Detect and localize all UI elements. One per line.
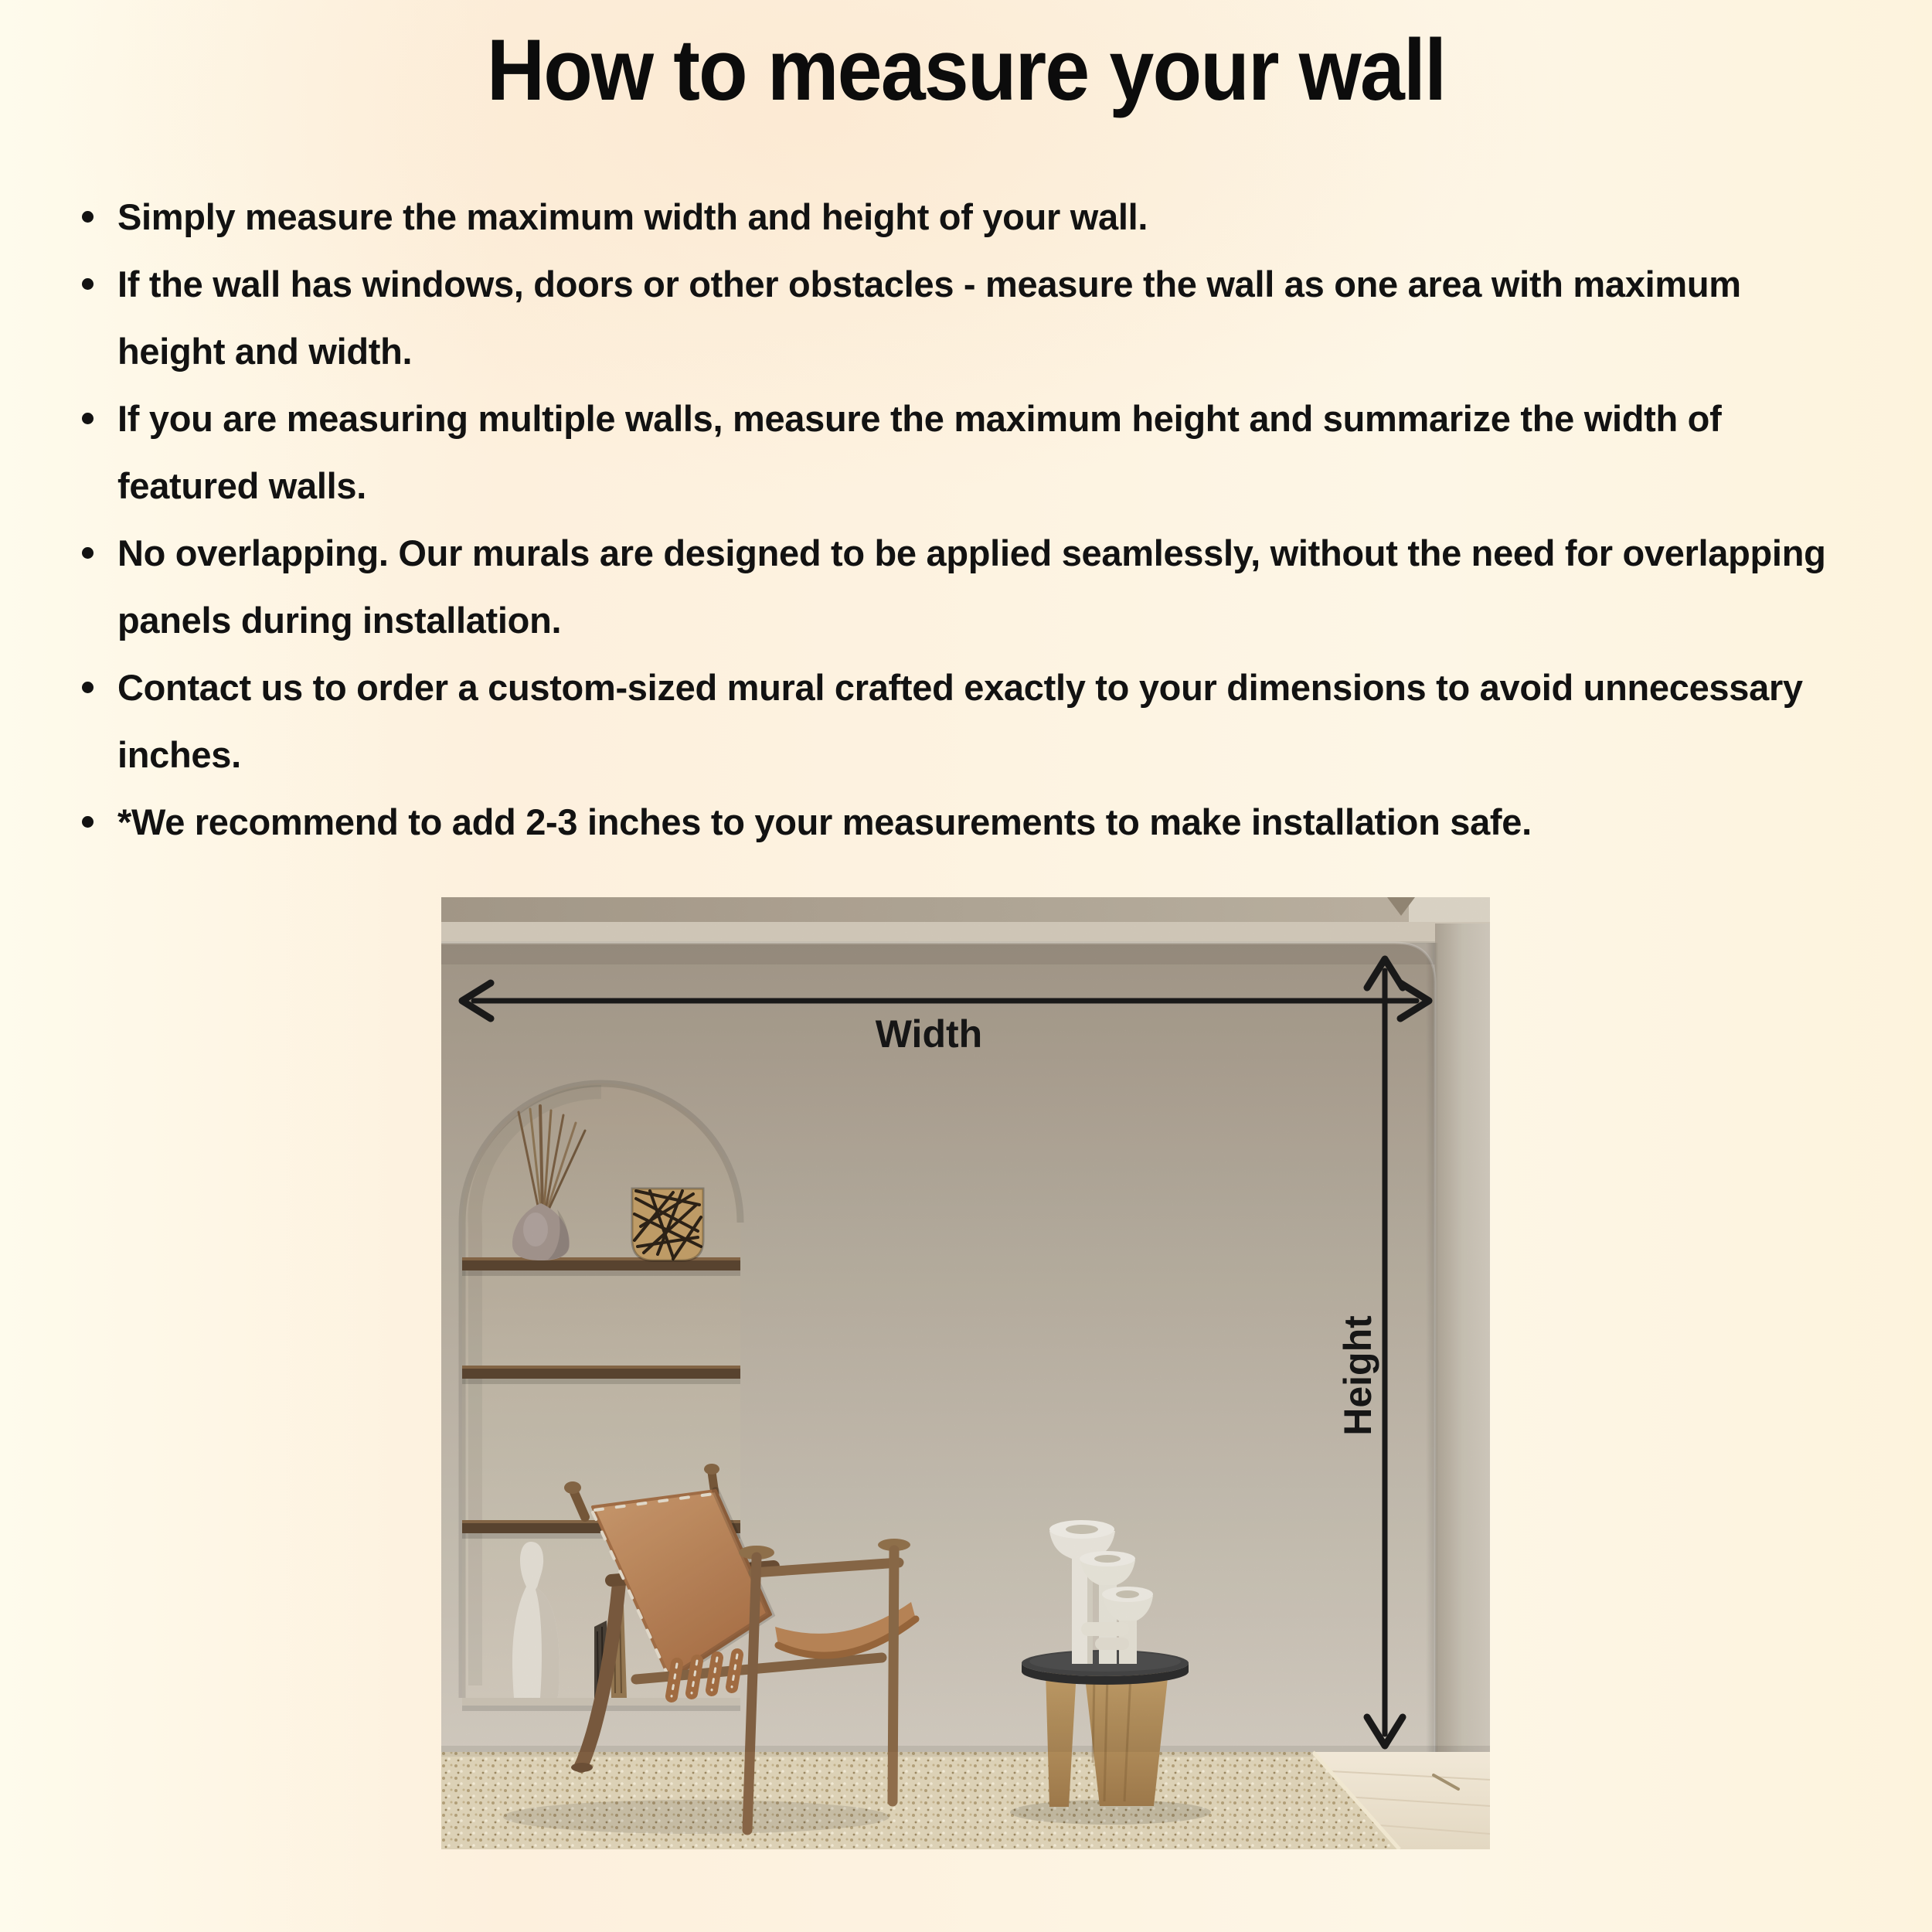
instruction-item: Simply measure the maximum width and height of your wall. <box>74 183 1849 250</box>
page-title: How to measure your wall <box>486 22 1446 118</box>
instruction-item: If the wall has windows, doors or other obstacles - measure the wall as one area with maximum height and width. <box>74 250 1849 385</box>
instruction-item: *We recommend to add 2-3 inches to your measurements to make installation safe. <box>74 788 1849 855</box>
instruction-item: If you are measuring multiple walls, measure the maximum height and summarize the width of featured walls. <box>74 385 1849 519</box>
instruction-item: No overlapping. Our murals are designed to be applied seamlessly, without the need for overlapping panels during installation. <box>74 519 1849 654</box>
chair-shadow <box>503 1800 889 1834</box>
width-label: Width <box>875 1012 983 1056</box>
instruction-list <box>74 183 1849 855</box>
room-measurement-photo <box>441 897 1490 1849</box>
height-label: Height <box>1336 1315 1379 1436</box>
instruction-item: Contact us to order a custom-sized mural crafted exactly to your dimensions to avoid unnecessary inches. <box>74 654 1849 788</box>
